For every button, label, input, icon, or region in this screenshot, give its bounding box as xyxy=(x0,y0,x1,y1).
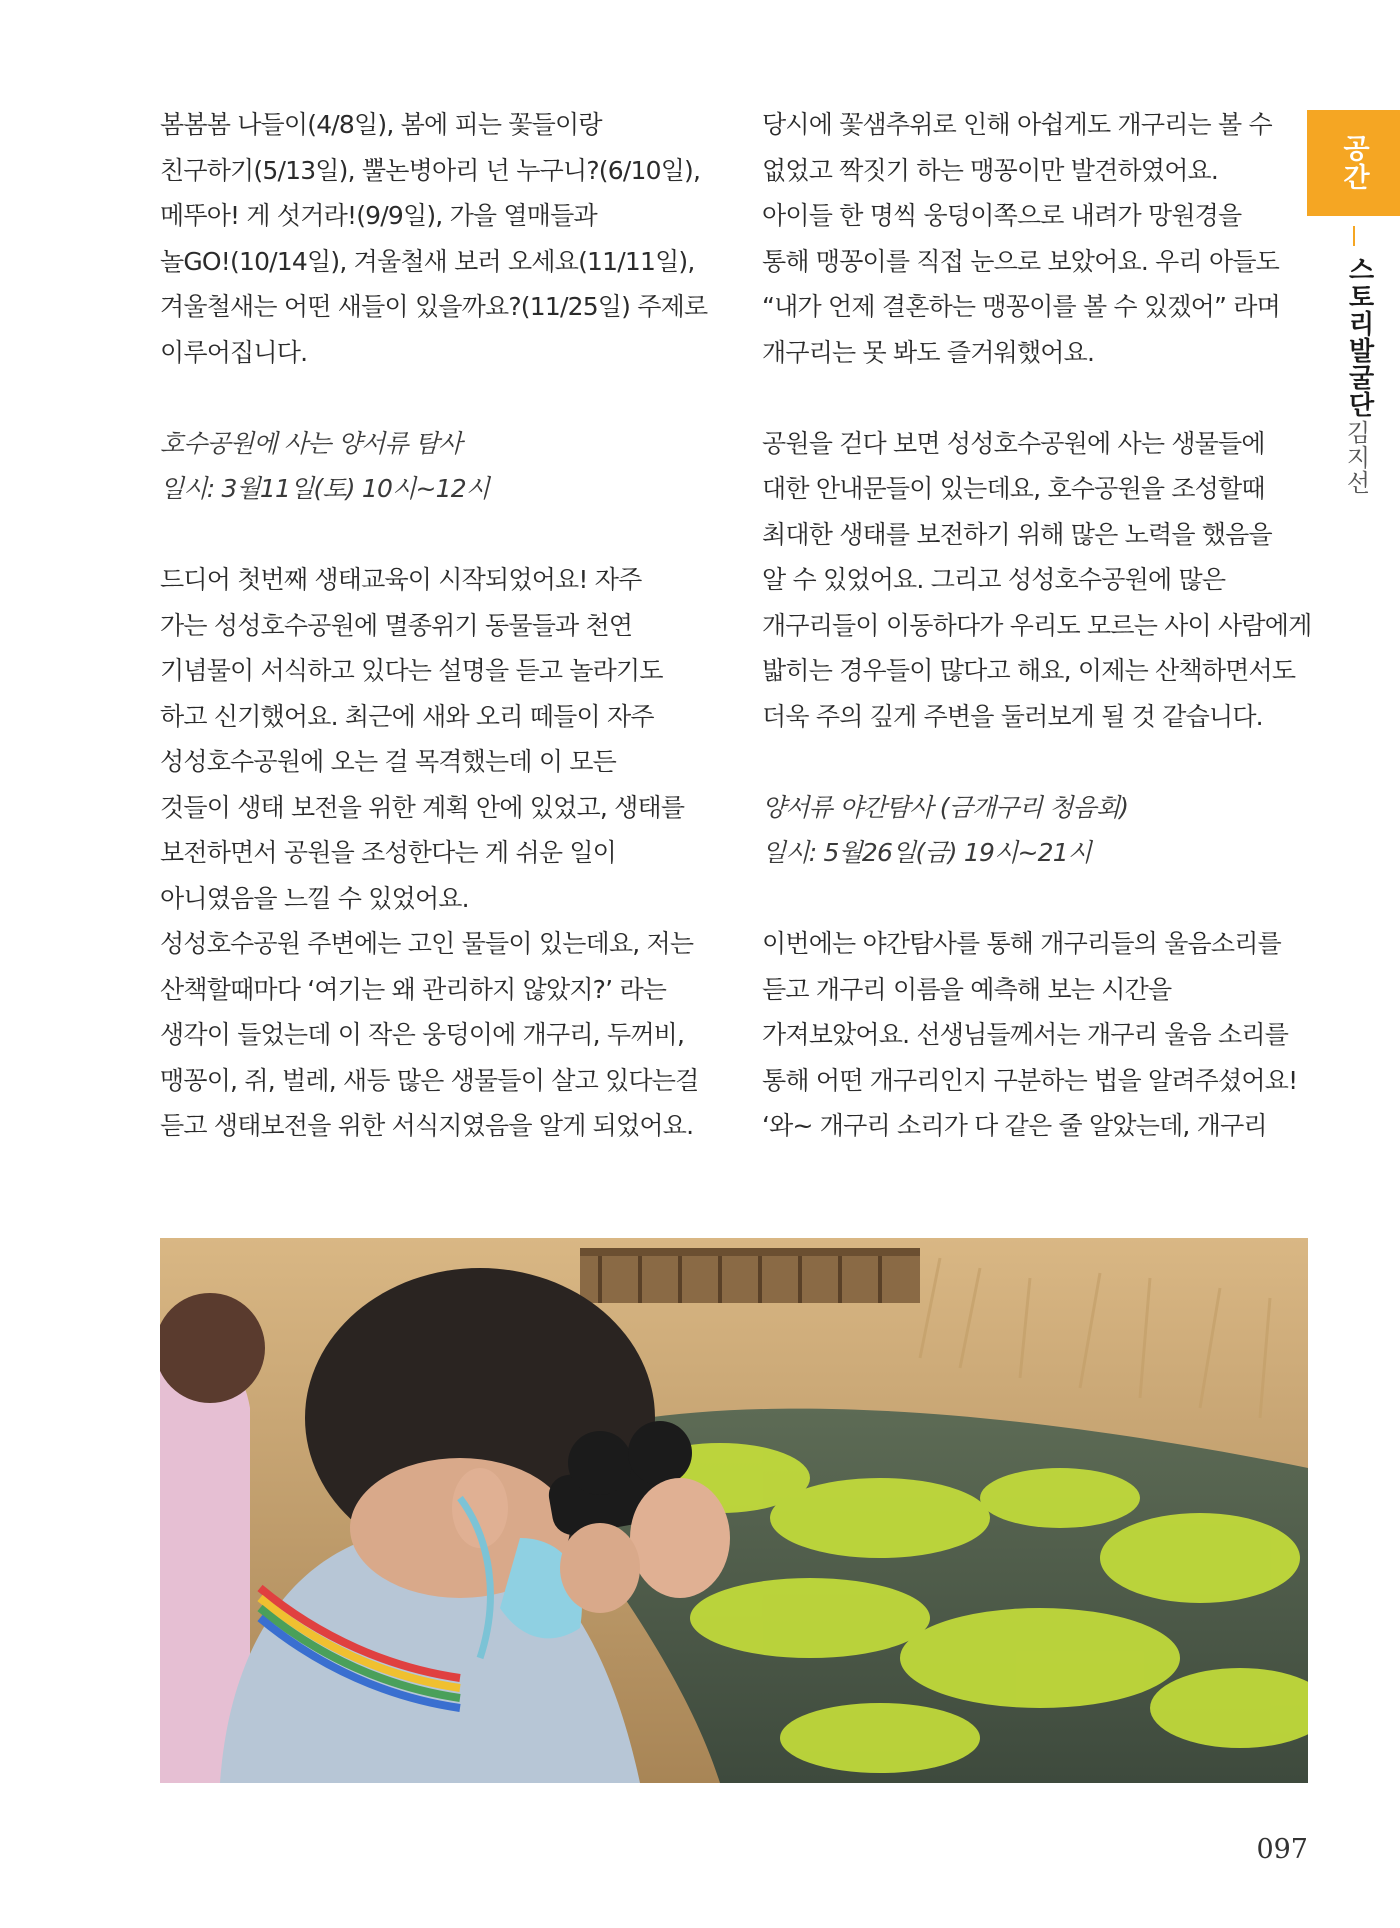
divider xyxy=(1353,226,1355,246)
boy-with-binoculars-illustration xyxy=(160,1238,1308,1783)
section-tab xyxy=(1307,110,1400,216)
event-date: 일시: 5월26일(금) 19시~21시 xyxy=(762,838,1092,867)
page-number: 097 xyxy=(1256,1834,1308,1865)
article-photo xyxy=(160,1238,1308,1783)
paragraph: 봄봄봄 나들이(4/8일), 봄에 피는 꽃들이랑 친구하기(5/13일), 뿔논병아리 넌 누구니?(6/10일), 메뚜아! 게 섯거라!(9/9일), 가을 열매들과 놀GO!(10/14일), 겨울철새 보러 오세요(11/11일), 겨울철새는 어떤 새들이 있을까요?(11/25일) 주제로 이루어집니다. xyxy=(160,110,708,367)
event-title: 호수공원에 사는 양서류 탐사 xyxy=(160,428,462,458)
event-date: 일시: 3월11일(토) 10시~12시 xyxy=(160,474,490,503)
paragraph: 드디어 첫번째 생태교육이 시작되었어요! 자주 가는 성성호수공원에 멸종위기 동물들과 천연 기념물이 서식하고 있다는 설명을 듣고 놀라기도 하고 신기했어요. 최근에 새와 오리 떼들이 자주 성성호수공원에 오는 걸 목격했는데 이 모든 것들이 생태 보전을 위한 계획 안에 있었고, 생태를 보전하면서 공원을 조성한다는 게 쉬운 일이 아니였음을 느낄 수 있었어요. 성성호수공원 주변에는 고인 물들이 있는데요, 저는 산책할때마다 ‘여기는 왜 관리하지 않았지?’ 라는 생각이 들었는데 이 작은 웅덩이에 개구리, 두꺼비, 맹꽁이, 쥐, 벌레, 새등 많은 생물들이 살고 있다는걸 듣고 생태보전을 위한 서식지였음을 알게 되었어요. xyxy=(160,565,699,1140)
section-title: 스토리발굴단 xyxy=(1344,256,1374,418)
paragraph: 공원을 걷다 보면 성성호수공원에 사는 생물들에 대한 안내문들이 있는데요, 호수공원을 조성할때 최대한 생태를 보전하기 위해 많은 노력을 했음을 알 수 있었어요. 그리고 성성호수공원에 많은 개구리들이 이동하다가 우리도 모르는 사이 사람에게 밟히는 경우들이 많다고 해요, 이제는 산책하면서도 더욱 주의 깊게 주변을 둘러보게 될 것 같습니다. xyxy=(762,428,1312,731)
section-tab-label: 공간 xyxy=(1338,134,1369,192)
paragraph: 당시에 꽃샘추위로 인해 아쉽게도 개구리는 볼 수 없었고 짝짓기 하는 맹꽁이만 발견하였어요. 아이들 한 명씩 웅덩이쪽으로 내려가 망원경을 통해 맹꽁이를 직접 눈으로 보았어요. 우리 아들도 “내가 언제 결혼하는 맹꽁이를 볼 수 있겠어” 라며 개구리는 못 봐도 즐거워했어요. xyxy=(762,110,1280,367)
right-column xyxy=(762,102,1322,1149)
paragraph: 이번에는 야간탐사를 통해 개구리들의 울음소리를 듣고 개구리 이름을 예측해 보는 시간을 가져보았어요. 선생님들께서는 개구리 울음 소리를 통해 어떤 개구리인지 구분하는 법을 알려주셨어요! ‘와~ 개구리 소리가 다 같은 줄 알았는데, 개구리 xyxy=(762,929,1298,1140)
event-title: 양서류 야간탐사 (금개구리 청음회) xyxy=(762,792,1129,822)
left-column xyxy=(160,102,720,1149)
author-name: 김지선 xyxy=(1342,420,1370,495)
